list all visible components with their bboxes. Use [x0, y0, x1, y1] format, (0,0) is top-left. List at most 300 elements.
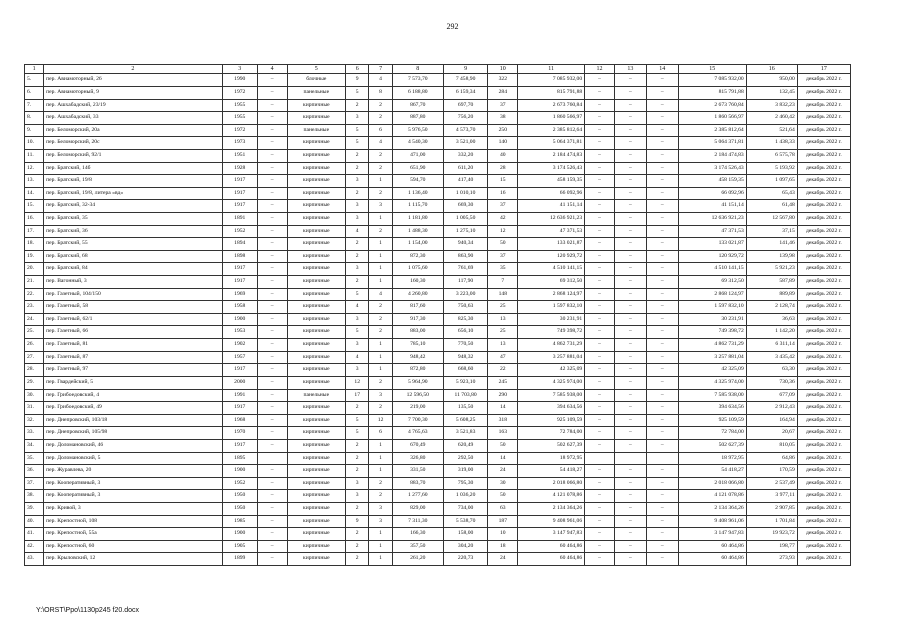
table-cell: 357,50 [392, 540, 443, 553]
address-cell: пер. Крепостной, 108 [44, 515, 223, 528]
table-cell: декабрь 2022 г. [797, 149, 850, 162]
table-cell: – [585, 86, 615, 99]
table-row [25, 137, 851, 150]
table-cell: – [646, 414, 678, 427]
table-cell: – [646, 288, 678, 301]
table-cell: 872,80 [392, 364, 443, 377]
table-cell: 750,63 [443, 301, 488, 314]
table-cell: 10. [25, 137, 44, 150]
table-cell: – [585, 175, 615, 188]
address-cell: пер. Братский, 55 [44, 238, 223, 251]
table-cell: 471,00 [392, 149, 443, 162]
table-cell: 332,20 [443, 149, 488, 162]
address-cell: пер. Ашхабадский, 23/19 [44, 99, 223, 112]
table-cell: кирпичные [287, 427, 345, 440]
table-cell: 5 976,50 [392, 124, 443, 137]
address-cell: пер. Братский, 14б [44, 162, 223, 175]
table-cell: 521,64 [746, 124, 797, 137]
table-cell: 15 [488, 175, 518, 188]
table-cell: – [585, 540, 615, 553]
table-cell: – [646, 427, 678, 440]
table-cell: декабрь 2022 г. [797, 74, 850, 87]
table-cell: – [614, 124, 646, 137]
table-cell: 37,15 [746, 225, 797, 238]
table-cell: – [585, 301, 615, 314]
table-cell: 47 [488, 351, 518, 364]
table-cell: – [257, 74, 287, 87]
table-cell: – [646, 439, 678, 452]
table-cell: 5 [346, 414, 369, 427]
table-cell: – [614, 301, 646, 314]
table-cell: 69 312,50 [678, 276, 746, 289]
table-cell: 5 608,25 [443, 414, 488, 427]
table-cell: 2 134 364,26 [518, 503, 585, 516]
table-cell: 656,10 [443, 326, 488, 339]
table-cell: декабрь 2022 г. [797, 263, 850, 276]
table-cell: 670,49 [392, 439, 443, 452]
table-cell: блочные [287, 74, 345, 87]
table-cell: 3 [369, 200, 392, 213]
header-cell: 14 [646, 65, 678, 74]
table-cell: 1 [369, 540, 392, 553]
table-cell: 36,63 [746, 313, 797, 326]
table-cell: – [257, 238, 287, 251]
table-cell: 4 [346, 351, 369, 364]
header-cell: 3 [222, 65, 257, 74]
table-cell: 3 [346, 477, 369, 490]
table-cell: кирпичные [287, 339, 345, 352]
table-cell: 883,00 [392, 326, 443, 339]
table-cell: 160,30 [392, 276, 443, 289]
table-cell: 13 [488, 339, 518, 352]
table-row [25, 364, 851, 377]
table-cell: 64,86 [746, 452, 797, 465]
table-cell: 20,67 [746, 427, 797, 440]
table-cell: 5 [346, 86, 369, 99]
address-cell: пер. Беломорский, 92/1 [44, 149, 223, 162]
address-cell: пер. Доломановский, 46 [44, 439, 223, 452]
table-cell: кирпичные [287, 402, 345, 415]
table-cell: – [646, 213, 678, 226]
table-cell: 14 [488, 402, 518, 415]
table-cell: 14 [488, 452, 518, 465]
table-cell: – [614, 414, 646, 427]
table-cell: – [257, 187, 287, 200]
table-cell: 7 573,70 [392, 74, 443, 87]
table-cell: – [257, 351, 287, 364]
table-cell: 2 385 812,64 [518, 124, 585, 137]
table-cell: 1895 [222, 452, 257, 465]
table-cell: 139,98 [746, 250, 797, 263]
table-cell: 1 [369, 553, 392, 566]
table-row [25, 187, 851, 200]
table-cell: 170,59 [746, 465, 797, 478]
table-cell: 2 912,43 [746, 402, 797, 415]
table-cell: – [585, 200, 615, 213]
table-cell: – [614, 477, 646, 490]
table-cell: 11 703,80 [443, 389, 488, 402]
table-cell: 42. [25, 540, 44, 553]
table-cell: 1 860 566,97 [518, 112, 585, 125]
table-cell: 7 085 932,00 [678, 74, 746, 87]
table-cell: 1917 [222, 439, 257, 452]
table-cell: кирпичные [287, 376, 345, 389]
table-cell: 2 [346, 276, 369, 289]
table-cell: 4 [369, 74, 392, 87]
table-cell: 60 464,86 [678, 540, 746, 553]
table-cell: 3 147 947,83 [678, 528, 746, 541]
table-cell: 24 [488, 553, 518, 566]
address-cell: пер. Гвардейский, 5 [44, 376, 223, 389]
table-cell: 3 [346, 313, 369, 326]
table-cell: 22 [488, 364, 518, 377]
table-cell: 1899 [222, 553, 257, 566]
table-cell: 33. [25, 427, 44, 440]
table-cell: – [614, 213, 646, 226]
table-cell: – [646, 276, 678, 289]
table-cell: 4 260,80 [392, 288, 443, 301]
table-cell: 187 [488, 515, 518, 528]
header-cell: 5 [287, 65, 345, 74]
table-cell: 4 765,63 [392, 427, 443, 440]
table-cell: 2 [369, 99, 392, 112]
table-cell: 502 627,39 [678, 439, 746, 452]
table-cell: панельные [287, 86, 345, 99]
table-cell: – [585, 250, 615, 263]
table-cell: 12 [488, 225, 518, 238]
table-cell: – [585, 74, 615, 87]
table-cell: – [614, 288, 646, 301]
table-cell: декабрь 2022 г. [797, 137, 850, 150]
table-cell: – [257, 477, 287, 490]
table-cell: – [585, 389, 615, 402]
table-cell: декабрь 2022 г. [797, 301, 850, 314]
table-cell: 5 923,10 [443, 376, 488, 389]
table-cell: 1 [369, 250, 392, 263]
table-cell: 322 [488, 74, 518, 87]
address-cell: пер. Кооперативный, 3 [44, 477, 223, 490]
table-cell: декабрь 2022 г. [797, 452, 850, 465]
table-cell: 2 [346, 528, 369, 541]
table-cell: – [614, 326, 646, 339]
address-cell: пер. Беломорский, 20с [44, 137, 223, 150]
table-cell: кирпичные [287, 263, 345, 276]
table-cell: 1917 [222, 200, 257, 213]
table-cell: 4 121 078,86 [518, 490, 585, 503]
header-cell: 6 [346, 65, 369, 74]
table-cell: 1 005,50 [443, 213, 488, 226]
table-cell: – [646, 553, 678, 566]
table-cell: 2 [346, 402, 369, 415]
table-cell: 749 398,72 [518, 326, 585, 339]
table-row [25, 238, 851, 251]
table-cell: – [585, 99, 615, 112]
table-cell: – [257, 263, 287, 276]
table-cell: 1 [369, 528, 392, 541]
table-cell: 5 921,23 [746, 263, 797, 276]
table-cell: 5 064 371,81 [678, 137, 746, 150]
table-cell: 2 [369, 149, 392, 162]
address-cell: пер. Кривой, 3 [44, 503, 223, 516]
table-cell: 1 036,20 [443, 490, 488, 503]
table-cell: 2 [369, 301, 392, 314]
table-cell: кирпичные [287, 477, 345, 490]
table-cell: 7 [488, 276, 518, 289]
table-cell: 883,70 [392, 477, 443, 490]
table-cell: декабрь 2022 г. [797, 288, 850, 301]
table-cell: 2 [346, 452, 369, 465]
table-cell: кирпичные [287, 250, 345, 263]
table-cell: 35. [25, 452, 44, 465]
table-cell: 1952 [222, 225, 257, 238]
table-cell: 1900 [222, 313, 257, 326]
table-cell: 2 [346, 540, 369, 553]
table-cell: 668,60 [443, 364, 488, 377]
table-cell: 12 596,50 [392, 389, 443, 402]
table-cell: 756,20 [443, 112, 488, 125]
table-row [25, 402, 851, 415]
table-cell: 6. [25, 86, 44, 99]
table-row [25, 313, 851, 326]
table-cell: 940,34 [443, 238, 488, 251]
table-cell: 1952 [222, 477, 257, 490]
table-cell: 697,70 [443, 99, 488, 112]
table-cell: 3 [346, 339, 369, 352]
table-cell: декабрь 2022 г. [797, 490, 850, 503]
table-cell: 7. [25, 99, 44, 112]
table-cell: 394 634,56 [518, 402, 585, 415]
table-row [25, 351, 851, 364]
table-cell: 3 [369, 389, 392, 402]
table-cell: – [646, 162, 678, 175]
table-cell: кирпичные [287, 351, 345, 364]
table-cell: 135,50 [443, 402, 488, 415]
table-cell: 1955 [222, 112, 257, 125]
table-cell: 587,89 [746, 276, 797, 289]
table-cell: декабрь 2022 г. [797, 528, 850, 541]
table-cell: 69 312,50 [518, 276, 585, 289]
table-cell: 219,00 [392, 402, 443, 415]
table-cell: 13 [488, 313, 518, 326]
table-cell: 331,50 [392, 465, 443, 478]
table-cell: – [646, 99, 678, 112]
table-cell: 47 371,53 [518, 225, 585, 238]
table-cell: 39. [25, 503, 44, 516]
table-cell: декабрь 2022 г. [797, 503, 850, 516]
table-cell: – [257, 326, 287, 339]
table-cell: декабрь 2022 г. [797, 414, 850, 427]
table-cell: 166,30 [392, 528, 443, 541]
table-cell: 1 010,10 [443, 187, 488, 200]
table-cell: – [257, 465, 287, 478]
table-cell: 730,36 [746, 376, 797, 389]
table-cell: 6 575,78 [746, 149, 797, 162]
table-cell: 9. [25, 124, 44, 137]
table-cell: 611,20 [443, 162, 488, 175]
table-cell: – [257, 364, 287, 377]
table-cell: 32. [25, 414, 44, 427]
address-cell: пер. Грибоедовский, 4 [44, 389, 223, 402]
table-cell: 867,70 [392, 99, 443, 112]
table-cell: 917,30 [392, 313, 443, 326]
address-cell: пер. Братский, 35 [44, 213, 223, 226]
table-row [25, 477, 851, 490]
table-row [25, 225, 851, 238]
table-row [25, 389, 851, 402]
table-cell: 38. [25, 490, 44, 503]
table-cell: 3 [369, 515, 392, 528]
table-cell: 925 109,59 [678, 414, 746, 427]
table-cell: 4 [369, 137, 392, 150]
address-cell: пер. Авиамоторный, 26 [44, 74, 223, 87]
table-cell: 1 701,84 [746, 515, 797, 528]
table-cell: декабрь 2022 г. [797, 86, 850, 99]
table-cell: – [614, 465, 646, 478]
table-cell: 1950 [222, 503, 257, 516]
table-cell: 17. [25, 225, 44, 238]
table-cell: кирпичные [287, 238, 345, 251]
table-cell: 5. [25, 74, 44, 87]
table-cell: 12 636 921,23 [518, 213, 585, 226]
table-cell: 1970 [222, 427, 257, 440]
table-row [25, 326, 851, 339]
table-cell: декабрь 2022 г. [797, 162, 850, 175]
table-cell: 4 325 974,00 [518, 376, 585, 389]
table-cell: – [257, 137, 287, 150]
table-cell: – [257, 162, 287, 175]
table-cell: – [585, 439, 615, 452]
table-cell: 925 109,59 [518, 414, 585, 427]
address-cell: пер. Братский, 84 [44, 263, 223, 276]
header-cell: 11 [518, 65, 585, 74]
table-cell: – [646, 490, 678, 503]
table-cell: 1 860 566,97 [678, 112, 746, 125]
table-cell: – [257, 276, 287, 289]
table-cell: кирпичные [287, 326, 345, 339]
table-cell: 319,00 [443, 465, 488, 478]
table-cell: 50 [488, 439, 518, 452]
table-cell: – [585, 238, 615, 251]
address-cell: пер. Братский, 19/8 [44, 175, 223, 188]
table-cell: декабрь 2022 г. [797, 364, 850, 377]
table-cell: декабрь 2022 г. [797, 250, 850, 263]
table-cell: – [585, 187, 615, 200]
table-cell: 20. [25, 263, 44, 276]
table-cell: 220,73 [443, 553, 488, 566]
table-cell: 1 597 832,10 [678, 301, 746, 314]
table-cell: 1957 [222, 351, 257, 364]
header-cell: 8 [392, 65, 443, 74]
table-cell: 22. [25, 288, 44, 301]
table-cell: 1 597 832,10 [518, 301, 585, 314]
table-cell: 6 311,14 [746, 339, 797, 352]
table-cell: 8 [369, 86, 392, 99]
table-cell: 1902 [222, 339, 257, 352]
table-cell: 30 231,91 [518, 313, 585, 326]
table-cell: 37 [488, 200, 518, 213]
table-cell: 594,70 [392, 175, 443, 188]
table-cell: 770,50 [443, 339, 488, 352]
table-cell: 1 [369, 351, 392, 364]
table-cell: 16. [25, 213, 44, 226]
address-cell: пер. Крепостной, 55а [44, 528, 223, 541]
table-cell: – [614, 250, 646, 263]
address-cell: пер. Грибоедовский, 49 [44, 402, 223, 415]
table-cell: 50 [488, 490, 518, 503]
table-cell: 1 438,33 [746, 137, 797, 150]
table-cell: 318 [488, 414, 518, 427]
table-cell: 1917 [222, 187, 257, 200]
table-cell: 1891 [222, 213, 257, 226]
table-cell: кирпичные [287, 490, 345, 503]
table-cell: 26. [25, 339, 44, 352]
table-cell: 2 [346, 250, 369, 263]
table-cell: 1 181,80 [392, 213, 443, 226]
table-cell: 25. [25, 326, 44, 339]
table-cell [646, 452, 678, 465]
table-cell: – [257, 339, 287, 352]
table-cell: – [646, 465, 678, 478]
table-cell: 54 418,27 [518, 465, 585, 478]
table-cell: 1905 [222, 540, 257, 553]
table-cell: 1958 [222, 301, 257, 314]
table-cell: 5 193,92 [746, 162, 797, 175]
table-cell: 872,30 [392, 250, 443, 263]
table-cell: – [585, 288, 615, 301]
table-cell: 292,50 [443, 452, 488, 465]
table-cell: 1969 [222, 288, 257, 301]
address-cell: пер. Беломорский, 20а [44, 124, 223, 137]
table-cell: 7 585 938,00 [518, 389, 585, 402]
table-cell: – [646, 351, 678, 364]
table-cell: 1 142,20 [746, 326, 797, 339]
table-cell: 1991 [222, 389, 257, 402]
table-row [25, 74, 851, 87]
header-cell: 16 [746, 65, 797, 74]
table-cell: декабрь 2022 г. [797, 276, 850, 289]
table-cell: – [585, 351, 615, 364]
address-cell: пер. Вагонный, 3 [44, 276, 223, 289]
header-row [25, 65, 851, 74]
table-cell: – [646, 376, 678, 389]
table-cell: 1968 [222, 414, 257, 427]
table-cell: – [614, 439, 646, 452]
table-cell: кирпичные [287, 276, 345, 289]
table-cell: 47 371,53 [678, 225, 746, 238]
table-cell: декабрь 2022 г. [797, 540, 850, 553]
table-cell: 2 [346, 465, 369, 478]
table-body [25, 65, 851, 566]
table-cell: 12 636 921,23 [678, 213, 746, 226]
table-cell: 2 184 474,83 [518, 149, 585, 162]
address-cell: пер. Братский, 32-34 [44, 200, 223, 213]
table-cell: 2 [369, 187, 392, 200]
table-cell: кирпичные [287, 540, 345, 553]
table-cell: 27. [25, 351, 44, 364]
table-cell: кирпичные [287, 213, 345, 226]
table-cell: 9 [346, 74, 369, 87]
table-cell: кирпичные [287, 439, 345, 452]
table-row [25, 301, 851, 314]
table-row [25, 528, 851, 541]
table-cell: – [257, 112, 287, 125]
table-cell: 2 [346, 149, 369, 162]
table-cell: панельные [287, 389, 345, 402]
table-cell: кирпичные [287, 452, 345, 465]
table-cell: 5 [346, 288, 369, 301]
table-cell: – [585, 124, 615, 137]
table-cell: 1 [369, 452, 392, 465]
